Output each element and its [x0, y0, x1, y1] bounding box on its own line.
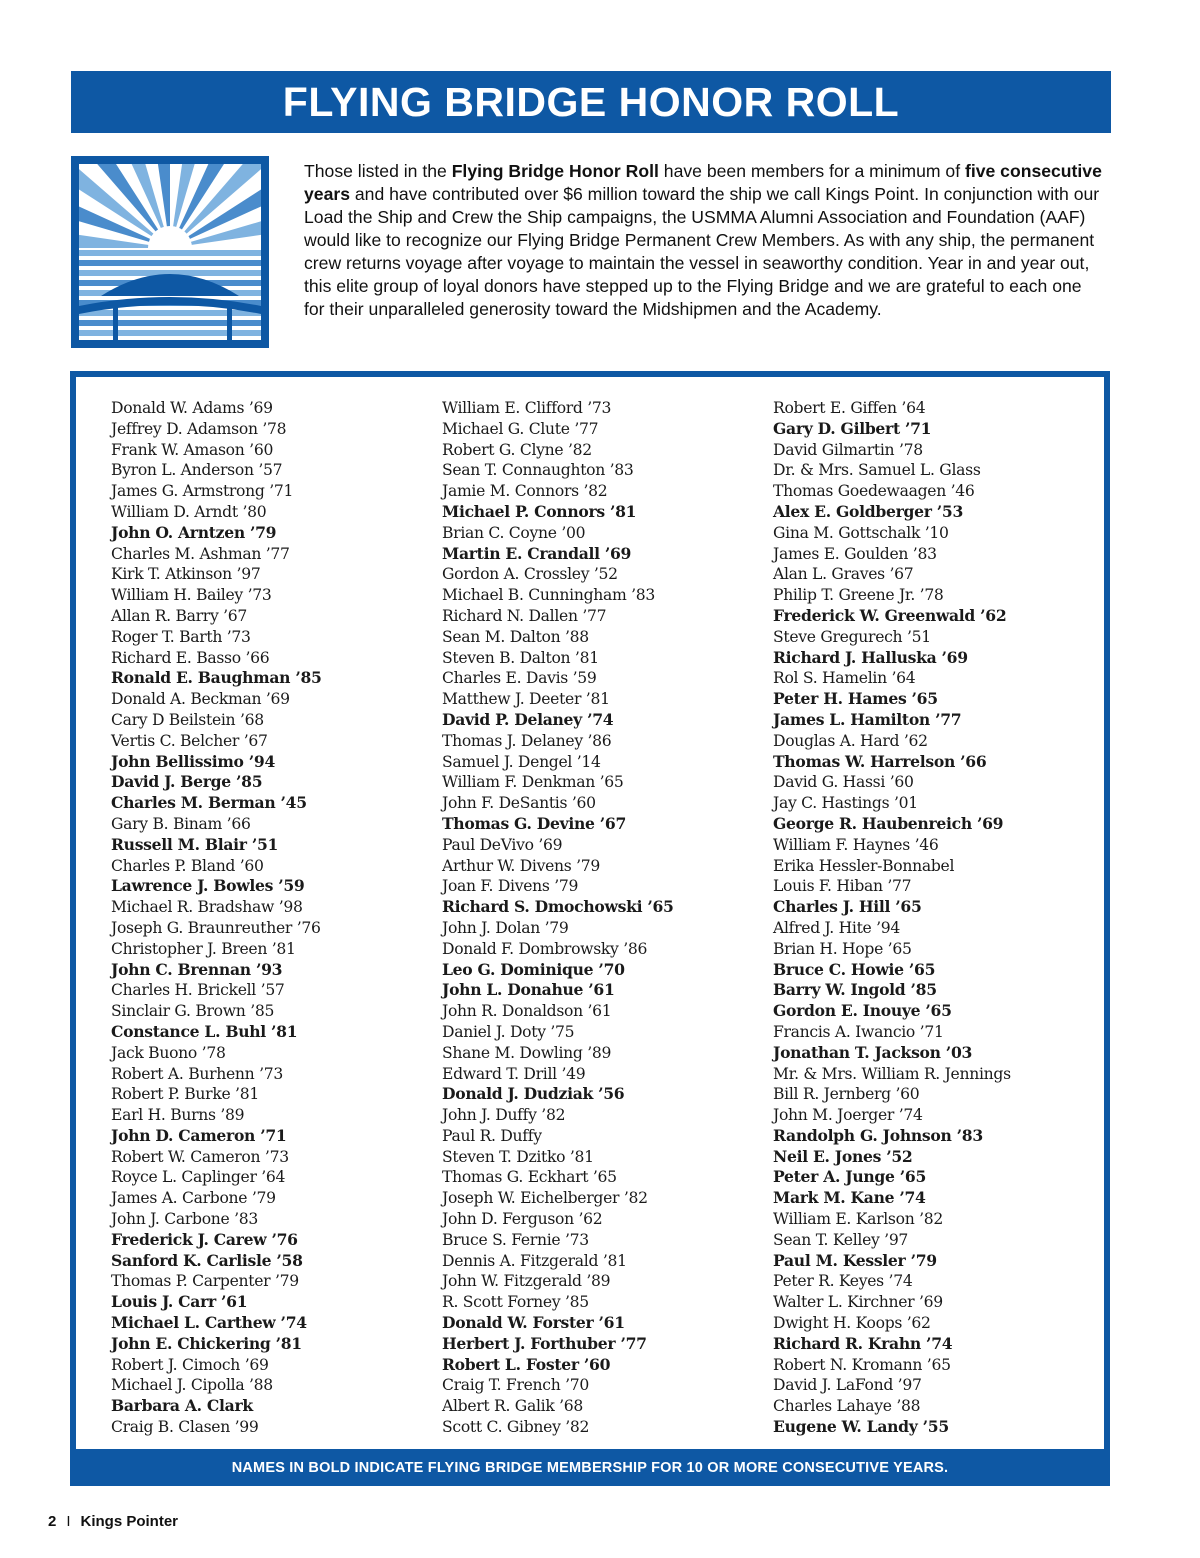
- honor-roll-name: Bruce C. Howie ’65: [773, 959, 936, 979]
- honor-roll-name: Charles M. Ashman ’77: [111, 544, 290, 563]
- honor-roll-name: Gary B. Binam ’66: [111, 814, 251, 833]
- honor-roll-name: Robert L. Foster ’60: [442, 1354, 611, 1374]
- honor-roll-name: William D. Arndt ’80: [111, 502, 267, 521]
- honor-roll-name: John C. Brennan ’93: [111, 959, 283, 979]
- honor-roll-name: Lawrence J. Bowles ’59: [111, 876, 305, 896]
- honor-roll-name: R. Scott Forney ’85: [442, 1293, 589, 1312]
- honor-roll-name: Donald J. Dudziak ’56: [442, 1084, 625, 1104]
- honor-roll-name: James E. Goulden ’83: [773, 544, 937, 563]
- honor-roll-name: Ronald E. Baughman ’85: [111, 668, 322, 688]
- honor-roll-name: Vertis C. Belcher ’67: [111, 731, 268, 750]
- honor-roll-name: Robert A. Burhenn ’73: [111, 1064, 283, 1083]
- logo-frame: [71, 156, 269, 348]
- honor-roll-name: Robert W. Cameron ’73: [111, 1147, 289, 1166]
- sea-stripe: [79, 310, 261, 316]
- honor-roll-name: Arthur W. Divens ’79: [442, 856, 601, 875]
- honor-roll-name: Bill R. Jernberg ’60: [773, 1085, 920, 1104]
- honor-roll-name: Gina M. Gottschalk ’10: [773, 523, 949, 542]
- honor-roll-name: Thomas Goedewaagen ’46: [773, 482, 975, 501]
- honor-roll-name: Martin E. Crandall ’69: [442, 543, 632, 563]
- roster-column: [773, 398, 1011, 1438]
- honor-roll-name: Matthew J. Deeter ’81: [442, 690, 610, 709]
- honor-roll-name: Randolph G. Johnson ’83: [773, 1125, 983, 1145]
- honor-roll-name: Charles H. Brickell ’57: [111, 981, 285, 1000]
- honor-roll-name: Charles P. Bland ’60: [111, 856, 264, 875]
- honor-roll-name: Charles E. Davis ’59: [442, 669, 597, 688]
- honor-roll-name: Robert G. Clyne ’82: [442, 440, 592, 459]
- honor-roll-name: Kirk T. Atkinson ’97: [111, 565, 261, 584]
- honor-roll-name: Richard R. Krahn ’74: [773, 1333, 953, 1353]
- intro-text: and have contributed over $6 million toward the ship we call Kings Point. In conjunction with our Load the Ship and Crew the Ship campaigns, the USMMA Alumni Association and Foundation (AAF) would like to recognize our Flying Bridge Permanent Crew Members. As with any ship, the permanent crew returns voyage after voyage to maintain the vessel in seaworthy condition. Year in and year out, this elite group of loyal donors have stepped up to the Flying Bridge and we are grateful to each one for their unparalleled generosity toward the Midshipmen and the Academy.: [304, 184, 1100, 319]
- honor-roll-name: Donald W. Forster ’61: [442, 1313, 625, 1333]
- honor-roll-name: James A. Carbone ’79: [111, 1189, 276, 1208]
- honor-roll-name: George R. Haubenreich ’69: [773, 813, 1004, 833]
- honor-roll-name: Thomas G. Devine ’67: [442, 813, 627, 833]
- roster-column: [442, 398, 674, 1438]
- honor-roll-name: Richard E. Basso ’66: [111, 648, 270, 667]
- rail-post: [113, 304, 118, 340]
- honor-roll-name: Michael J. Cipolla ’88: [111, 1376, 273, 1395]
- honor-roll-name: Walter L. Kirchner ’69: [773, 1293, 943, 1312]
- honor-roll-name: James L. Hamilton ’77: [773, 709, 962, 729]
- honor-roll-name: Robert N. Kromann ’65: [773, 1355, 951, 1374]
- honor-roll-name: Thomas W. Harrelson ’66: [773, 751, 987, 771]
- honor-roll-name: Michael G. Clute ’77: [442, 419, 599, 438]
- honor-roll-name: John W. Fitzgerald ’89: [442, 1272, 611, 1291]
- honor-roll-name: Francis A. Iwancio ’71: [773, 1022, 944, 1041]
- honor-roll-name: John M. Joerger ’74: [773, 1106, 923, 1125]
- honor-roll-name: Peter A. Junge ’65: [773, 1167, 926, 1187]
- honor-roll-name: Charles M. Berman ’45: [111, 793, 307, 813]
- honor-roll-name: Charles Lahaye ’88: [773, 1397, 921, 1416]
- honor-roll-name: Dr. & Mrs. Samuel L. Glass: [773, 461, 981, 480]
- honor-roll-name: Michael B. Cunningham ’83: [442, 586, 656, 605]
- honor-roll-name: Sean T. Kelley ’97: [773, 1230, 909, 1249]
- honor-roll-name: Eugene W. Landy ’55: [773, 1417, 949, 1437]
- honor-roll-name: Mr. & Mrs. William R. Jennings: [773, 1064, 1011, 1083]
- honor-roll-name: David J. LaFond ’97: [773, 1376, 922, 1395]
- honor-roll-name: Robert P. Burke ’81: [111, 1085, 259, 1104]
- honor-roll-name: Frank W. Amason ’60: [111, 440, 274, 459]
- honor-roll-name: Michael L. Carthew ’74: [111, 1313, 307, 1333]
- sunrise-seascape-icon: [79, 164, 261, 340]
- honor-roll-name: John J. Dolan ’79: [442, 918, 569, 937]
- honor-roll-name: David Gilmartin ’78: [773, 440, 923, 459]
- honor-roll-name: John J. Duffy ’82: [442, 1106, 566, 1125]
- sea-stripe: [79, 330, 261, 336]
- honor-roll-name: Allan R. Barry ’67: [111, 606, 248, 625]
- honor-roll-name: Brian C. Coyne ’00: [442, 523, 586, 542]
- honor-roll-name: Michael R. Bradshaw ’98: [111, 898, 303, 917]
- honor-roll-name: Thomas P. Carpenter ’79: [111, 1272, 299, 1291]
- honor-roll-name: Jay C. Hastings ’01: [773, 794, 918, 813]
- honor-roll-name: Thomas J. Delaney ’86: [442, 731, 612, 750]
- honor-roll-name: Barbara A. Clark: [111, 1396, 253, 1416]
- page-title: FLYING BRIDGE HONOR ROLL: [282, 78, 900, 125]
- honor-roll-name: Albert R. Galik ’68: [442, 1397, 584, 1416]
- honor-roll-name: Shane M. Dowling ’89: [442, 1043, 612, 1062]
- honor-roll-name: Frederick J. Carew ’76: [111, 1229, 298, 1249]
- honor-roll-name: Gordon E. Inouye ’65: [773, 1001, 952, 1021]
- honor-roll-name: Sanford K. Carlisle ’58: [111, 1250, 303, 1270]
- honor-roll-name: Roger T. Barth ’73: [111, 627, 251, 646]
- intro-text: Those listed in the: [304, 161, 452, 181]
- honor-roll-name: John Bellissimo ’94: [111, 751, 275, 771]
- honor-roll-name: Philip T. Greene Jr. ’78: [773, 586, 944, 605]
- honor-roll-name: Jeffrey D. Adamson ’78: [111, 419, 287, 438]
- intro-text: have been members for a minimum of: [658, 161, 965, 181]
- honor-roll-name: David G. Hassi ’60: [773, 773, 914, 792]
- honor-roll-name: Dwight H. Koops ’62: [773, 1314, 931, 1333]
- page-number: 2: [48, 1513, 57, 1530]
- honor-roll-name: David P. Delaney ’74: [442, 709, 614, 729]
- honor-roll-name: David J. Berge ’85: [111, 772, 263, 792]
- honor-roll-name: Paul R. Duffy: [442, 1126, 542, 1145]
- honor-roll-name: Peter H. Hames ’65: [773, 689, 938, 709]
- honor-roll-name: Sean T. Connaughton ’83: [442, 461, 634, 480]
- honor-roll-name: John D. Cameron ’71: [111, 1125, 287, 1145]
- intro-emphasis: Flying Bridge Honor Roll: [451, 161, 659, 181]
- honor-roll-name: Samuel J. Dengel ’14: [442, 752, 601, 771]
- honor-roll-name: William F. Denkman ’65: [442, 773, 624, 792]
- honor-roll-name: Joan F. Divens ’79: [442, 877, 579, 896]
- honor-roll-name: Craig B. Clasen ’99: [111, 1418, 259, 1437]
- honor-roll-name: Robert J. Cimoch ’69: [111, 1355, 269, 1374]
- honor-roll-name: Rol S. Hamelin ’64: [773, 669, 916, 688]
- honor-roll-name: Russell M. Blair ’51: [111, 834, 279, 854]
- honor-roll-name: Richard S. Dmochowski ’65: [442, 897, 674, 917]
- bold-names-footnote: NAMES IN BOLD INDICATE FLYING BRIDGE MEMBERSHIP FOR 10 OR MORE CONSECUTIVE YEARS.: [231, 1460, 949, 1476]
- honor-roll-name: Cary D Beilstein ’68: [111, 710, 264, 729]
- honor-roll-name: Alfred J. Hite ’94: [773, 918, 901, 937]
- honor-roll-name: James G. Armstrong ’71: [111, 482, 294, 501]
- honor-roll-name: Donald A. Beckman ’69: [111, 690, 290, 709]
- honor-roll-name: John E. Chickering ’81: [111, 1333, 302, 1353]
- honor-roll-name: Michael P. Connors ’81: [442, 501, 637, 521]
- honor-roll-name: Earl H. Burns ’89: [111, 1106, 245, 1125]
- honor-roll-name: William F. Haynes ’46: [773, 835, 939, 854]
- honor-roll-name: Constance L. Buhl ’81: [111, 1021, 298, 1041]
- sea-stripe: [79, 250, 261, 256]
- honor-roll-name: Byron L. Anderson ’57: [111, 461, 283, 480]
- honor-roll-name: Brian H. Hope ’65: [773, 939, 912, 958]
- honor-roll-name: Jack Buono ’78: [111, 1043, 226, 1062]
- honor-roll-name: Royce L. Caplinger ’64: [111, 1168, 286, 1187]
- honor-roll-name: Paul DeVivo ’69: [442, 835, 563, 854]
- page-footer: [48, 1513, 178, 1530]
- publication-name: Kings Pointer: [80, 1513, 179, 1530]
- honor-roll-name: Donald F. Dombrowsky ’86: [442, 939, 648, 958]
- honor-roll-name: Louis F. Hiban ’77: [773, 877, 912, 896]
- rail-post: [227, 304, 232, 340]
- honor-roll-name: Neil E. Jones ’52: [773, 1146, 913, 1166]
- sea-stripe: [79, 260, 261, 266]
- honor-roll-name: John F. DeSantis ’60: [442, 794, 596, 813]
- honor-roll-name: Douglas A. Hard ’62: [773, 731, 928, 750]
- honor-roll-name: Craig T. French ’70: [442, 1376, 590, 1395]
- honor-roll-name: William H. Bailey ’73: [111, 586, 272, 605]
- honor-roll-name: Richard J. Halluska ’69: [773, 647, 968, 667]
- honor-roll-name: Alex E. Goldberger ’53: [773, 501, 963, 521]
- honor-roll-name: Gordon A. Crossley ’52: [442, 565, 618, 584]
- honor-roll-name: Charles J. Hill ’65: [773, 897, 922, 917]
- intro-paragraph: [304, 160, 1104, 321]
- honor-roll-name: John J. Carbone ’83: [111, 1210, 259, 1229]
- honor-roll-name: John R. Donaldson ’61: [442, 1002, 612, 1021]
- honor-roll-name: John L. Donahue ’61: [442, 980, 615, 1000]
- honor-roll-name: William E. Clifford ’73: [442, 399, 612, 417]
- honor-roll-name: Joseph G. Braunreuther ’76: [111, 918, 321, 937]
- roster-column: [111, 398, 322, 1438]
- honor-roll-name: Frederick W. Greenwald ’62: [773, 605, 1007, 625]
- sea-stripe: [79, 320, 261, 326]
- honor-roll-name: Sean M. Dalton ’88: [442, 627, 589, 646]
- honor-roll-name: Christopher J. Breen ’81: [111, 939, 296, 958]
- honor-roll-name: Herbert J. Forthuber ’77: [442, 1333, 647, 1353]
- honor-roll-name: Barry W. Ingold ’85: [773, 980, 937, 1000]
- honor-roll-name: Donald W. Adams ’69: [111, 399, 273, 417]
- honor-roll-name: Mark M. Kane ’74: [773, 1188, 926, 1208]
- footer-separator: I: [66, 1513, 71, 1530]
- honor-roll-name: Paul M. Kessler ’79: [773, 1250, 937, 1270]
- honor-roll-name: Steven T. Dzitko ’81: [442, 1147, 594, 1166]
- honor-roll-name: Daniel J. Doty ’75: [442, 1022, 575, 1041]
- honor-roll-name: John O. Arntzen ’79: [111, 522, 277, 542]
- honor-roll-name: Dennis A. Fitzgerald ’81: [442, 1251, 627, 1270]
- intro-emphasis: five consecutive years: [304, 161, 1102, 204]
- honor-roll-name: Jamie M. Connors ’82: [442, 482, 608, 501]
- honor-roll-name: William E. Karlson ’82: [773, 1210, 944, 1229]
- honor-roll-roster: [70, 371, 1110, 1486]
- honor-roll-name: John D. Ferguson ’62: [442, 1210, 603, 1229]
- honor-roll-name: Scott C. Gibney ’82: [442, 1418, 590, 1437]
- roster-panel: [76, 377, 1104, 1449]
- honor-roll-name: Thomas G. Eckhart ’65: [442, 1168, 617, 1187]
- title-banner: [71, 71, 1111, 133]
- honor-roll-name: Peter R. Keyes ’74: [773, 1272, 913, 1291]
- honor-roll-name: Erika Hessler-Bonnabel: [773, 856, 955, 875]
- honor-roll-name: Gary D. Gilbert ’71: [773, 418, 932, 438]
- honor-roll-name: Jonathan T. Jackson ’03: [773, 1042, 973, 1062]
- honor-roll-name: Richard N. Dallen ’77: [442, 606, 607, 625]
- honor-roll-name: Joseph W. Eichelberger ’82: [442, 1189, 648, 1208]
- honor-roll-name: Bruce S. Fernie ’73: [442, 1230, 589, 1249]
- honor-roll-name: Alan L. Graves ’67: [773, 565, 914, 584]
- honor-roll-name: Robert E. Giffen ’64: [773, 399, 926, 417]
- honor-roll-name: Steven B. Dalton ’81: [442, 648, 599, 667]
- honor-roll-name: Edward T. Drill ’49: [442, 1064, 586, 1083]
- honor-roll-name: Steve Gregurech ’51: [773, 627, 931, 646]
- honor-roll-name: Sinclair G. Brown ’85: [111, 1002, 275, 1021]
- honor-roll-name: Louis J. Carr ’61: [111, 1292, 248, 1312]
- honor-roll-name: Leo G. Dominique ’70: [442, 959, 625, 979]
